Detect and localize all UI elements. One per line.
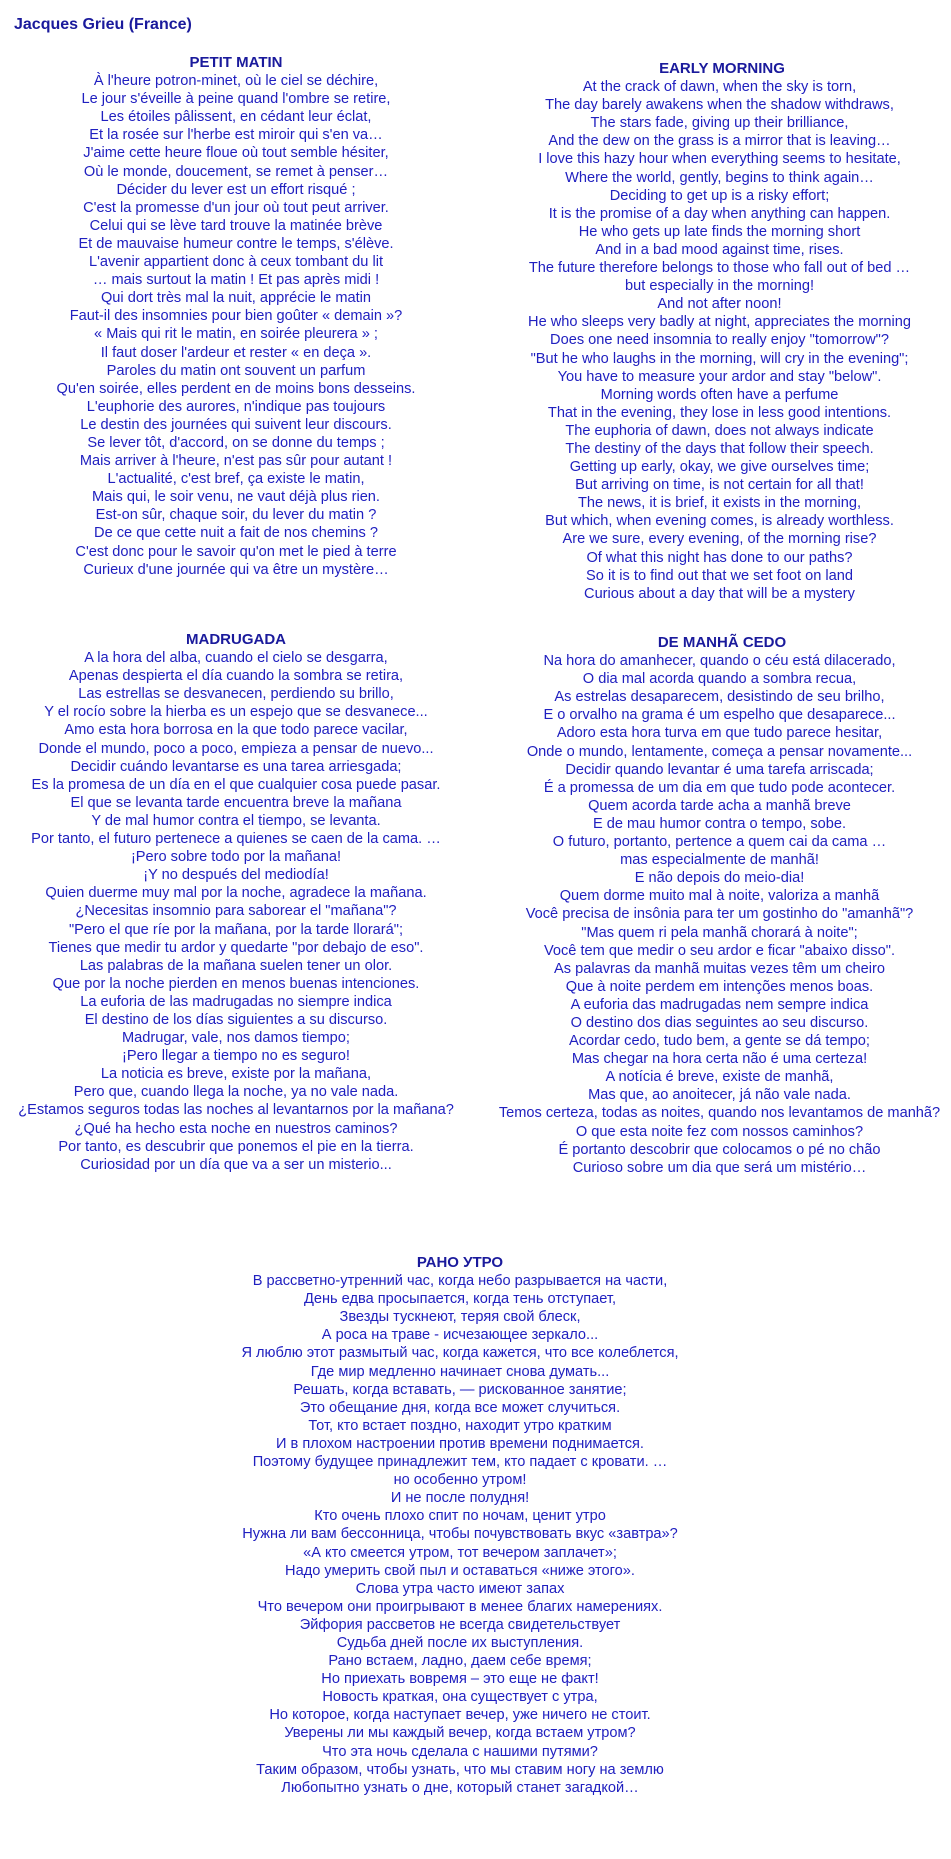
poem-spanish (0, 631, 472, 1174)
poem-line: Faut-il des insomnies pour bien goûter « demain »? (69, 308, 403, 325)
poem-line: "Mas quem ri pela manhã chorará à noite"; (581, 924, 858, 941)
poem-line: E de mau humor contra o tempo, sobe. (592, 815, 847, 832)
poem-line: At the crack of dawn, when the sky is torn, (582, 79, 857, 96)
poem-line: El que se levanta tarde encuentra breve la mañana (70, 794, 402, 811)
poem-line: ¿Necesitas insomnio para saborear el "mañana"? (75, 903, 397, 920)
poem-line: C'est donc pour le savoir qu'on met le pied à terre (75, 543, 397, 560)
author-name: Jacques Grieu (France) (14, 16, 192, 33)
poem-line: Décider du lever est un effort risqué ; (116, 181, 356, 198)
poem-line: The future therefore belongs to those who fall out of bed … (528, 260, 911, 277)
poem-line: It is the promise of a day when anything can happen. (548, 205, 891, 222)
poem-line: ¡Y no después del mediodía! (143, 867, 329, 884)
poem-line: And in a bad mood against time, rises. (595, 241, 844, 258)
poem-line: Of what this night has done to our paths? (586, 549, 853, 566)
poem-line: И не после полудня! (390, 1490, 530, 1507)
poem-line: Deciding to get up is a risky effort; (609, 187, 830, 204)
poem-lines (481, 652, 951, 1177)
poem-line: Na hora do amanhecer, quando o céu está dilacerado, (543, 653, 896, 670)
poem-line: A notícia é breve, existe de manhã, (605, 1069, 834, 1086)
poem-line: O que esta noite fez com nossos caminhos? (575, 1123, 864, 1140)
poem-line: Decidir quando levantar é uma tarefa arriscada; (565, 761, 874, 778)
poem-line: Amo esta hora borrosa en la que todo parece vacilar, (64, 722, 408, 739)
poem-line: Я люблю этот размытый час, когда кажется, что все колеблется, (241, 1345, 679, 1362)
poem-line: Pero que, cuando llega la noche, ya no vale nada. (73, 1084, 399, 1101)
poem-line: Donde el mundo, poco a poco, empieza a pensar de nuevo... (38, 740, 434, 757)
poem-line: Por tanto, es descubrir que ponemos el pie en la tierra. (58, 1138, 414, 1155)
poem-line: Il faut doser l'ardeur et rester « en deça ». (100, 344, 372, 361)
poem-line: «А кто смеется утром, тот вечером заплачет»; (303, 1544, 617, 1561)
poem-portuguese (486, 634, 951, 1177)
poem-line: Où le monde, doucement, se remet à penser… (83, 163, 389, 180)
poem-line: A euforia das madrugadas nem sempre indica (570, 996, 869, 1013)
poem-line: De ce que cette nuit a fait de nos chemins ? (94, 525, 378, 542)
poem-line: Et de mauvaise humeur contre le temps, s'élève. (78, 235, 394, 252)
poem-line: ¡Pero llegar a tiempo no es seguro! (122, 1048, 350, 1065)
poem-line: Поэтому будущее принадлежит тем, кто падает с кровати. … (252, 1454, 668, 1471)
poem-line: J'aime cette heure floue où tout semble hésiter, (83, 145, 389, 162)
poem-line: That in the evening, they lose in less good intentions. (547, 404, 892, 421)
poem-line: Are we sure, every evening, of the morning rise? (562, 531, 877, 548)
poem-line: Que por la noche pierden en menos buenas intenciones. (52, 975, 420, 992)
poem-line: So it is to find out that we set foot on land (586, 567, 853, 584)
poem-line: Celui qui se lève tard trouve la matinée brève (89, 217, 383, 234)
poem-line: Adoro esta hora turva em que tudo parece hesitar, (556, 725, 883, 742)
poem-line: Qui dort très mal la nuit, apprécie le matin (100, 290, 372, 307)
poem-line: Que à noite perdem em intenções menos boas. (565, 978, 874, 995)
poem-line: As estrelas desaparecem, desistindo de seu brilho, (554, 689, 885, 706)
poem-line: Se lever tôt, d'accord, on se donne du temps ; (87, 434, 385, 451)
poem-line: Madrugar, vale, nos damos tiempo; (122, 1030, 350, 1047)
poem-lines (0, 72, 472, 579)
poem-line: The destiny of the days that follow their speech. (565, 440, 874, 457)
poem-line: E não depois do meio-dia! (634, 870, 805, 887)
poem-line: Les étoiles pâlissent, en cédant leur éclat, (100, 109, 372, 126)
poem-line: В рассветно-утренний час, когда небо разрывается на части, (252, 1273, 668, 1290)
poem-line: but especially in the morning! (624, 278, 814, 295)
poem-line: Et la rosée sur l'herbe est miroir qui s'en va… (89, 127, 383, 144)
poem-line: C'est la promesse d'un jour où tout peut arriver. (83, 199, 389, 216)
poem-line: Mas que, ao anoitecer, já não vale nada. (588, 1087, 851, 1104)
poem-line: Уверены ли мы каждый вечер, когда встаем утром? (284, 1725, 636, 1742)
poem-line: And the dew on the grass is a mirror that is leaving… (548, 133, 891, 150)
poem-line: The news, it is brief, it exists in the morning, (577, 495, 862, 512)
poem-line: Но которое, когда наступает вечер, уже ничего не стоит. (269, 1707, 651, 1724)
poem-line: Onde o mundo, lentamente, começa a pensar novamente... (526, 743, 913, 760)
poem-lines (481, 78, 951, 603)
poem-title: DE MANHÃ CEDO (657, 634, 787, 651)
poem-line: É portanto descobrir que colocamos o pé no chão (558, 1141, 881, 1158)
poem-line: É a promessa de um dia em que tudo pode acontecer. (543, 779, 896, 796)
poem-line: L'actualité, c'est bref, ça existe le matin, (107, 471, 365, 488)
poem-line: He who gets up late finds the morning short (578, 223, 861, 240)
poem-line: А роса на траве - исчезающее зеркало... (321, 1327, 599, 1344)
poem-line: I love this hazy hour when everything seems to hesitate, (538, 151, 901, 168)
poem-line: Qu'en soirée, elles perdent en de moins bons desseins. (56, 380, 416, 397)
poem-line: The euphoria of dawn, does not always indicate (565, 422, 874, 439)
poem-line: Любопытно узнать о дне, который станет загадкой… (281, 1779, 639, 1796)
poem-line: Где мир медленно начинает снова думать... (310, 1363, 610, 1380)
poem-line: Acordar cedo, tudo bem, a gente se dá tempo; (569, 1033, 870, 1050)
poem-line: Mas chegar na hora certa não é uma certeza! (571, 1051, 868, 1068)
poem-line: Рано встаем, ладно, даем себе время; (328, 1653, 592, 1670)
poem-line: "But he who laughs in the morning, will cry in the evening"; (530, 350, 909, 367)
poem-line: El destino de los días siguientes a su discurso. (84, 1011, 388, 1028)
poem-line: Mais arriver à l'heure, n'est pas sûr pour autant ! (79, 453, 393, 470)
poem-line: Tienes que medir tu ardor y quedarte "por debajo de eso". (48, 939, 424, 956)
poem-line: Curioso sobre um dia que será um mistério… (572, 1159, 867, 1176)
poem-line: Morning words often have a perfume (600, 386, 839, 403)
poem-line: You have to measure your ardor and stay "below". (557, 368, 882, 385)
poem-line: ¿Qué ha hecho esta noche en nuestros caminos? (74, 1120, 398, 1137)
poem-lines (0, 649, 472, 1174)
poem-line: Что вечером они проигрывают в менее благих намерениях. (257, 1598, 663, 1615)
poem-line: Le jour s'éveille à peine quand l'ombre se retire, (81, 91, 391, 108)
poem-line: Тот, кто встает поздно, находит утро кратким (308, 1417, 612, 1434)
poem-line: Curiosidad por un día que va a ser un misterio... (80, 1156, 392, 1173)
poem-line: Судьба дней после их выступления. (336, 1634, 584, 1651)
poem-line: L'euphorie des aurores, n'indique pas toujours (86, 398, 386, 415)
poem-title: EARLY MORNING (659, 60, 785, 77)
poem-line: Quien duerme muy mal por la noche, agradece la mañana. (45, 885, 427, 902)
poem-line: Надо умерить свой пыл и оставаться «ниже этого». (285, 1562, 635, 1579)
poem-line: День едва просыпается, когда тень отступает, (303, 1291, 617, 1308)
poem-line: Curious about a day that will be a mystery (584, 585, 855, 602)
poem-english (486, 60, 951, 603)
poem-line: And not after noon! (657, 296, 782, 313)
poem-line: ¡Pero sobre todo por la mañana! (130, 849, 342, 866)
poem-title: MADRUGADA (186, 631, 286, 648)
poem-line: Las palabras de la mañana suelen tener un olor. (79, 957, 393, 974)
poem-line: The day barely awakens when the shadow withdraws, (545, 97, 894, 114)
poem-line: Curieux d'une journée qui va être un mystère… (83, 561, 389, 578)
poem-line: mas especialmente de manhã! (620, 852, 819, 869)
poem-line: O futuro, portanto, pertence a quem cai da cama … (552, 834, 887, 851)
poem-line: As palavras da manhã muitas vezes têm um cheiro (554, 960, 885, 977)
poem-line: ¿Estamos seguros todas las noches al levantarnos por la mañana? (18, 1102, 454, 1119)
poem-line: Temos certeza, todas as noites, quando nos levantamos de manhã? (498, 1105, 941, 1122)
poem-line: A la hora del alba, cuando el cielo se desgarra, (84, 650, 388, 667)
poem-line: Y de mal humor contra el tiempo, se levanta. (91, 812, 381, 829)
poem-line: But which, when evening comes, is already worthless. (545, 513, 894, 530)
poem-line: Es la promesa de un día en el que cualquier cosa puede pasar. (31, 776, 441, 793)
poem-line: Кто очень плохо спит по ночам, ценит утро (314, 1508, 606, 1525)
poem-line: The stars fade, giving up their brilliance, (590, 115, 849, 132)
poem-line: Y el rocío sobre la hierba es un espejo que se desvanece... (44, 704, 428, 721)
poem-line: Решать, когда вставать, — рискованное занятие; (293, 1381, 627, 1398)
poem-line: Quem dorme muito mal à noite, valoriza a manhã (559, 888, 880, 905)
poem-line: Por tanto, el futuro pertenece a quienes se caen de la cama. … (31, 831, 441, 848)
poem-line: Paroles du matin ont souvent un parfum (106, 362, 366, 379)
poem-line: "Pero el que ríe por la mañana, por la tarde llorará"; (68, 921, 404, 938)
poem-line: Apenas despierta el día cuando la sombra se retira, (68, 668, 404, 685)
poem-line: Le destin des journées qui suivent leur discours. (80, 416, 392, 433)
poem-line: La noticia es breve, existe por la mañana, (100, 1066, 372, 1083)
poem-line: « Mais qui rit le matin, en soirée pleurera » ; (94, 326, 378, 343)
poem-line: O destino dos dias seguintes ao seu discurso. (570, 1014, 869, 1031)
poem-line: Quem acorda tarde acha a manhã breve (588, 797, 851, 814)
poem-line: … mais surtout la matin ! Et pas après midi ! (92, 272, 380, 289)
poem-line: Звезды тускнеют, теряя свой блеск, (339, 1309, 581, 1326)
poem-line: Но приехать вовремя – это еще не факт! (321, 1671, 599, 1688)
poem-line: E o orvalho na grama é um espelho que desaparece... (543, 707, 896, 724)
poem-title: РАНО УТРО (416, 1254, 504, 1271)
poem-line: Эйфория рассветов не всегда свидетельствует (299, 1616, 621, 1633)
poem-lines (220, 1272, 700, 1797)
poem-line: He who sleeps very badly at night, appreciates the morning (528, 314, 911, 331)
poem-line: Does one need insomnia to really enjoy "tomorrow"? (550, 332, 889, 349)
poem-line: Você precisa de insônia para ter um gostinho do "amanhã"? (525, 906, 914, 923)
poem-line: Decidir cuándo levantarse es una tarea arriesgada; (70, 758, 402, 775)
poem-line: O dia mal acorda quando a sombra recua, (582, 671, 857, 688)
poem-french (0, 54, 472, 579)
poem-russian (220, 1254, 700, 1797)
poem-line: Est-on sûr, chaque soir, du lever du matin ? (95, 507, 377, 524)
poem-line: Las estrellas se desvanecen, perdiendo su brillo, (78, 686, 394, 703)
poem-line: Você tem que medir o seu ardor e ficar "abaixo disso". (543, 942, 896, 959)
poem-line: Таким образом, чтобы узнать, что мы ставим ногу на землю (256, 1761, 664, 1778)
poem-line: La euforia de las madrugadas no siempre indica (80, 993, 392, 1010)
poem-line: Mais qui, le soir venu, ne vaut déjà plus rien. (92, 489, 380, 506)
poem-line: À l'heure potron-minet, où le ciel se déchire, (93, 73, 379, 90)
poem-line: But arriving on time, is not certain for all that! (575, 477, 864, 494)
poem-line: Слова утра часто имеют запах (355, 1580, 565, 1597)
poem-line: но особенно утром! (393, 1472, 527, 1489)
poem-line: И в плохом настроении против времени поднимается. (276, 1435, 644, 1452)
poem-line: Новость краткая, она существует с утра, (322, 1689, 598, 1706)
poem-line: Getting up early, okay, we give ourselves time; (569, 459, 870, 476)
poem-line: Where the world, gently, begins to think again… (565, 169, 874, 186)
poem-title: PETIT MATIN (189, 54, 283, 71)
poem-line: Это обещание дня, когда все может случиться. (299, 1399, 621, 1416)
poem-line: Нужна ли вам бессонница, чтобы почувствовать вкус «завтра»? (242, 1526, 678, 1543)
poem-line: Что эта ночь сделала с нашими путями? (322, 1743, 598, 1760)
poem-line: L'avenir appartient donc à ceux tombant du lit (88, 254, 384, 271)
